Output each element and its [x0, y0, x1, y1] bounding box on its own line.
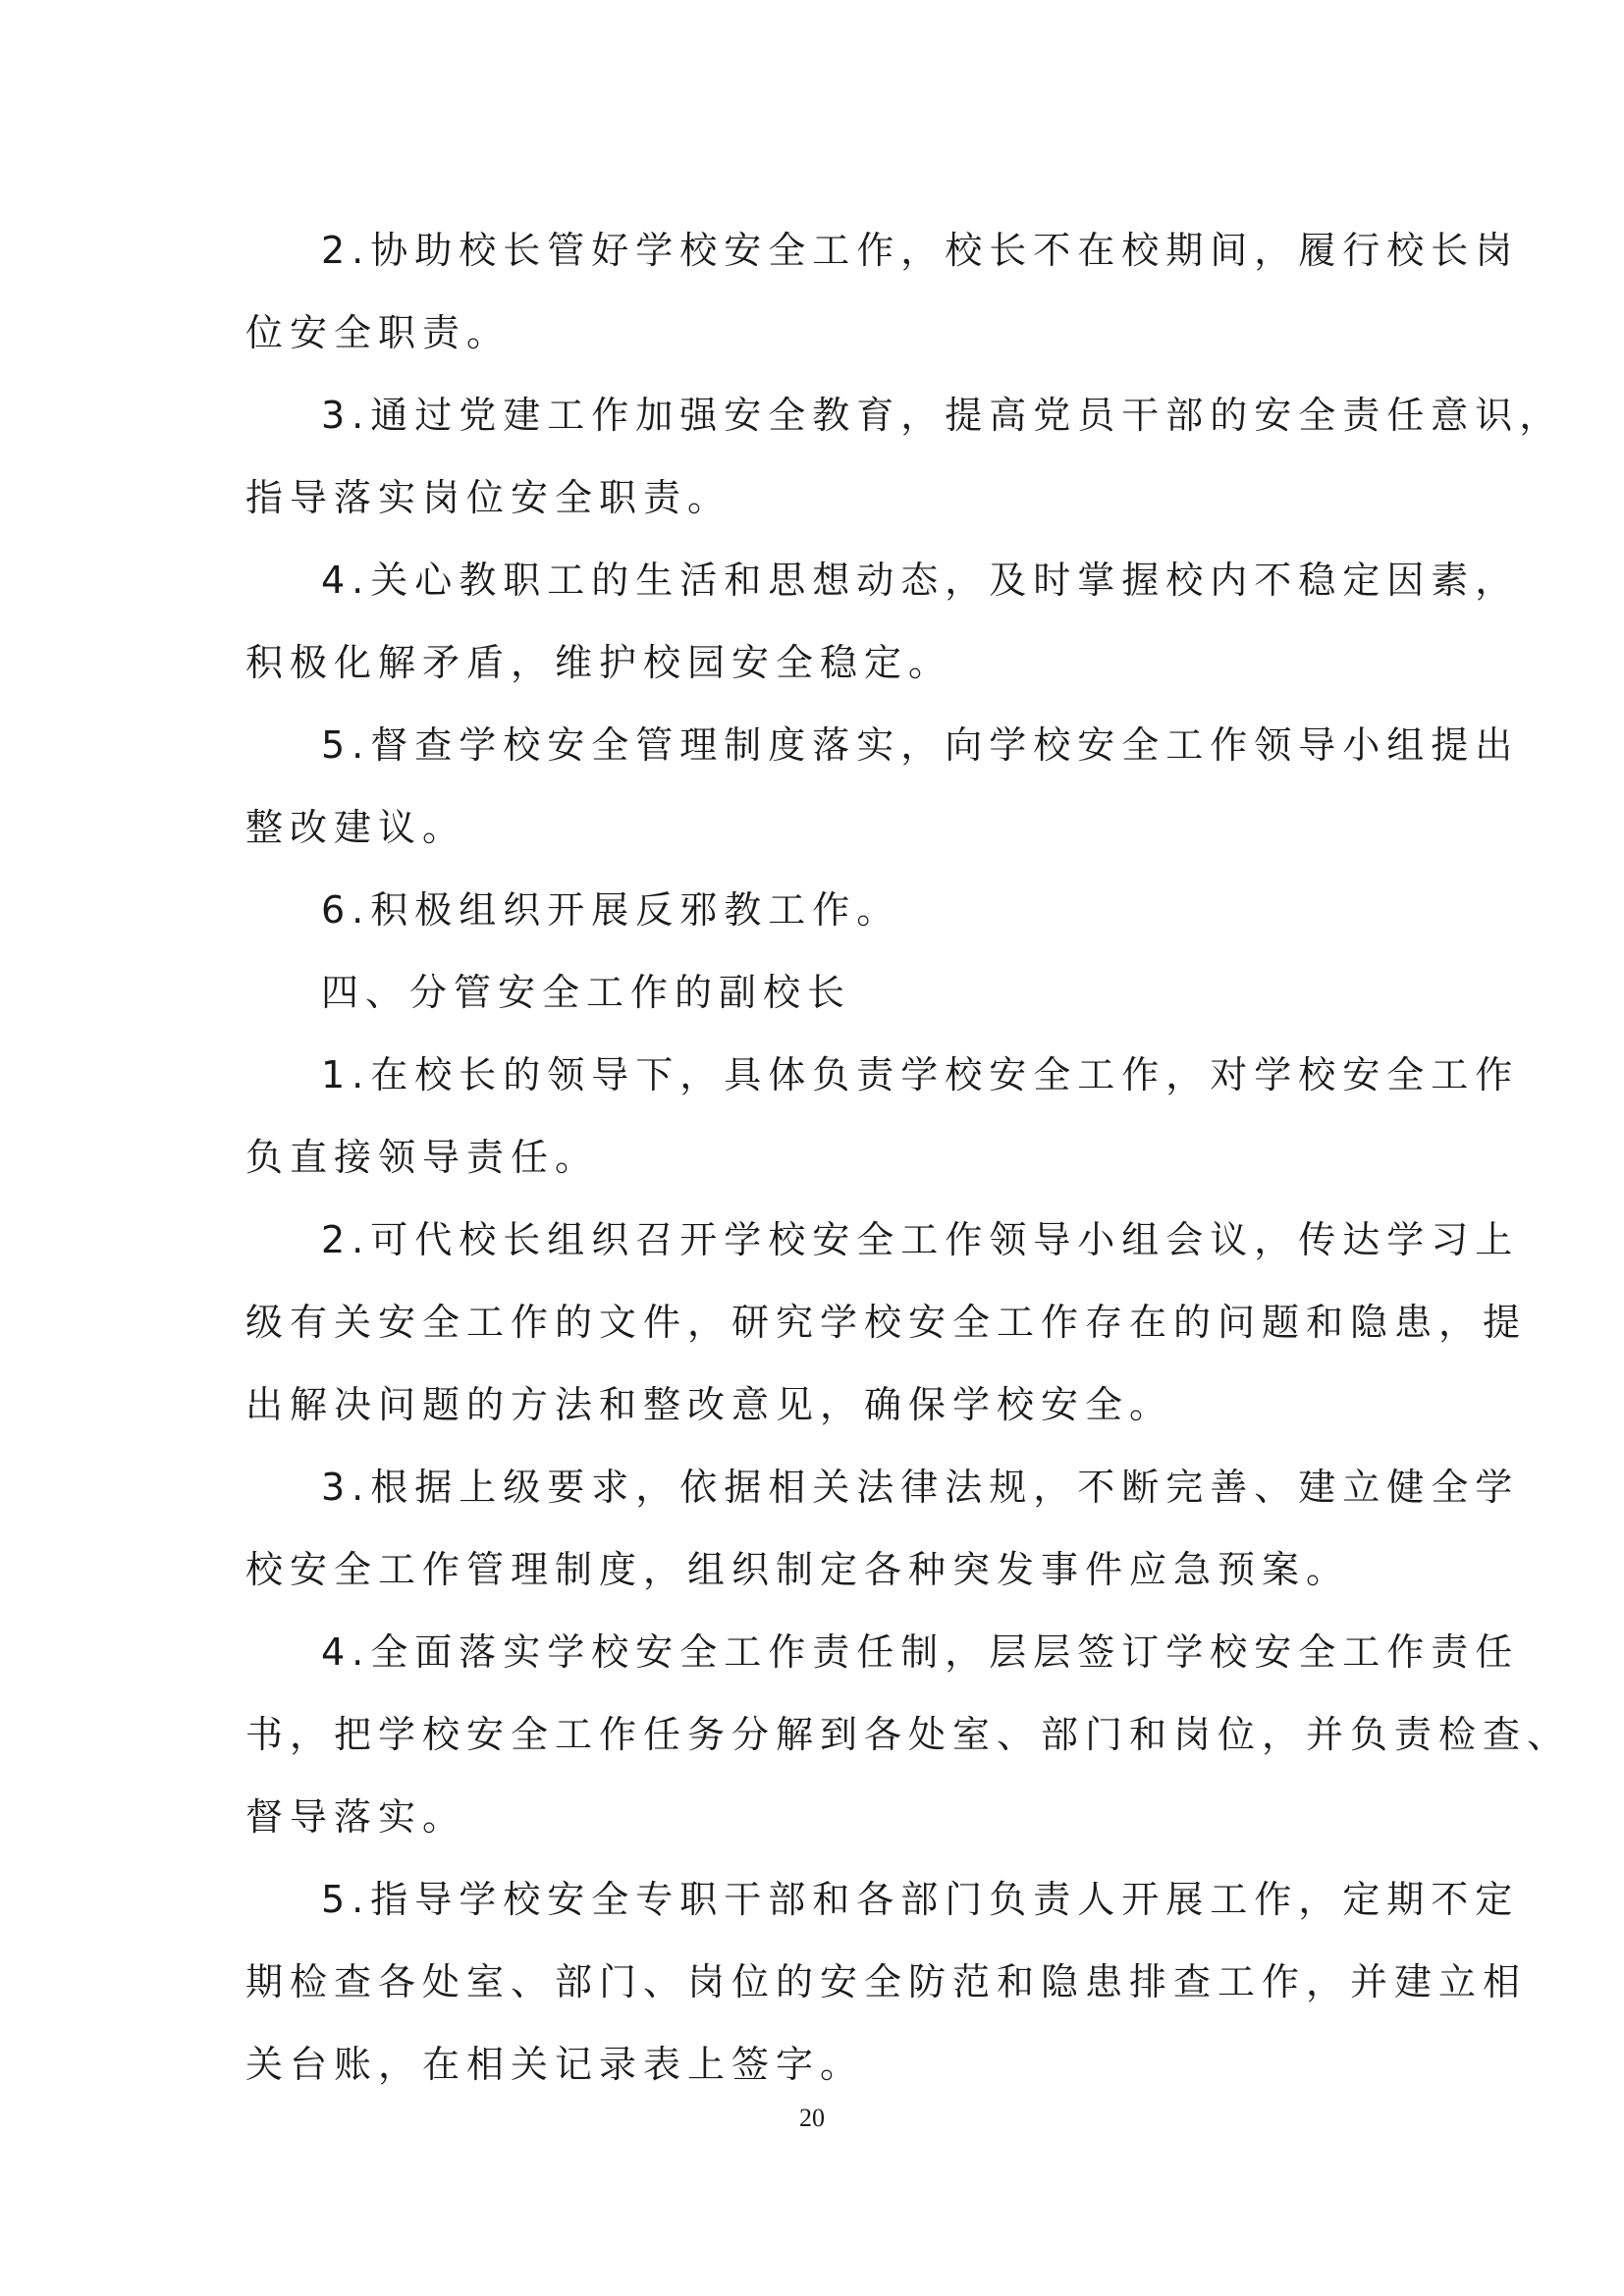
paragraph-line: 4.全面落实学校安全工作责任制，层层签订学校安全工作责任	[321, 1630, 1520, 1674]
paragraph-line: 4.关心教职工的生活和思想动态，及时掌握校内不稳定因素，	[321, 559, 1520, 602]
paragraph-line: 1.在校长的领导下，具体负责学校安全工作，对学校安全工作	[321, 1053, 1520, 1096]
paragraph-line: 积极化解矛盾，维护校园安全稳定。	[245, 641, 953, 684]
paragraph-line: 5.督查学校安全管理制度落实，向学校安全工作领导小组提出	[321, 723, 1520, 767]
paragraph-line: 出解决问题的方法和整改意见，确保学校安全。	[245, 1383, 1174, 1426]
paragraph-line: 关台账，在相关记录表上签字。	[245, 2043, 865, 2086]
paragraph-line: 书，把学校安全工作任务分解到各处室、部门和岗位，并负责检查、	[245, 1713, 1572, 1756]
paragraph-line: 5.指导学校安全专职干部和各部门负责人开展工作，定期不定	[321, 1878, 1520, 1921]
paragraph-line: 负直接领导责任。	[245, 1136, 600, 1179]
paragraph-line: 3.根据上级要求，依据相关法律法规，不断完善、建立健全学	[321, 1466, 1520, 1509]
paragraph-line: 指导落实岗位安全职责。	[245, 476, 732, 519]
paragraph-line: 3.通过党建工作加强安全教育，提高党员干部的安全责任意识，	[321, 394, 1564, 437]
paragraph-line: 2.协助校长管好学校安全工作，校长不在校期间，履行校长岗	[321, 229, 1520, 272]
paragraph-line: 2.可代校长组织召开学校安全工作领导小组会议，传达学习上	[321, 1218, 1520, 1261]
paragraph-line: 校安全工作管理制度，组织制定各种突发事件应急预案。	[245, 1548, 1351, 1591]
paragraph-line: 期检查各处室、部门、岗位的安全防范和隐患排查工作，并建立相	[245, 1960, 1528, 2003]
paragraph-line: 6.积极组织开展反邪教工作。	[321, 888, 901, 932]
paragraph-line: 整改建议。	[245, 806, 467, 849]
page-number: 20	[799, 2104, 825, 2132]
paragraph-line: 级有关安全工作的文件，研究学校安全工作存在的问题和隐患，提	[245, 1301, 1528, 1344]
section-heading: 四、分管安全工作的副校长	[321, 971, 852, 1014]
paragraph-line: 位安全职责。	[245, 311, 512, 354]
paragraph-line: 督导落实。	[245, 1795, 467, 1839]
